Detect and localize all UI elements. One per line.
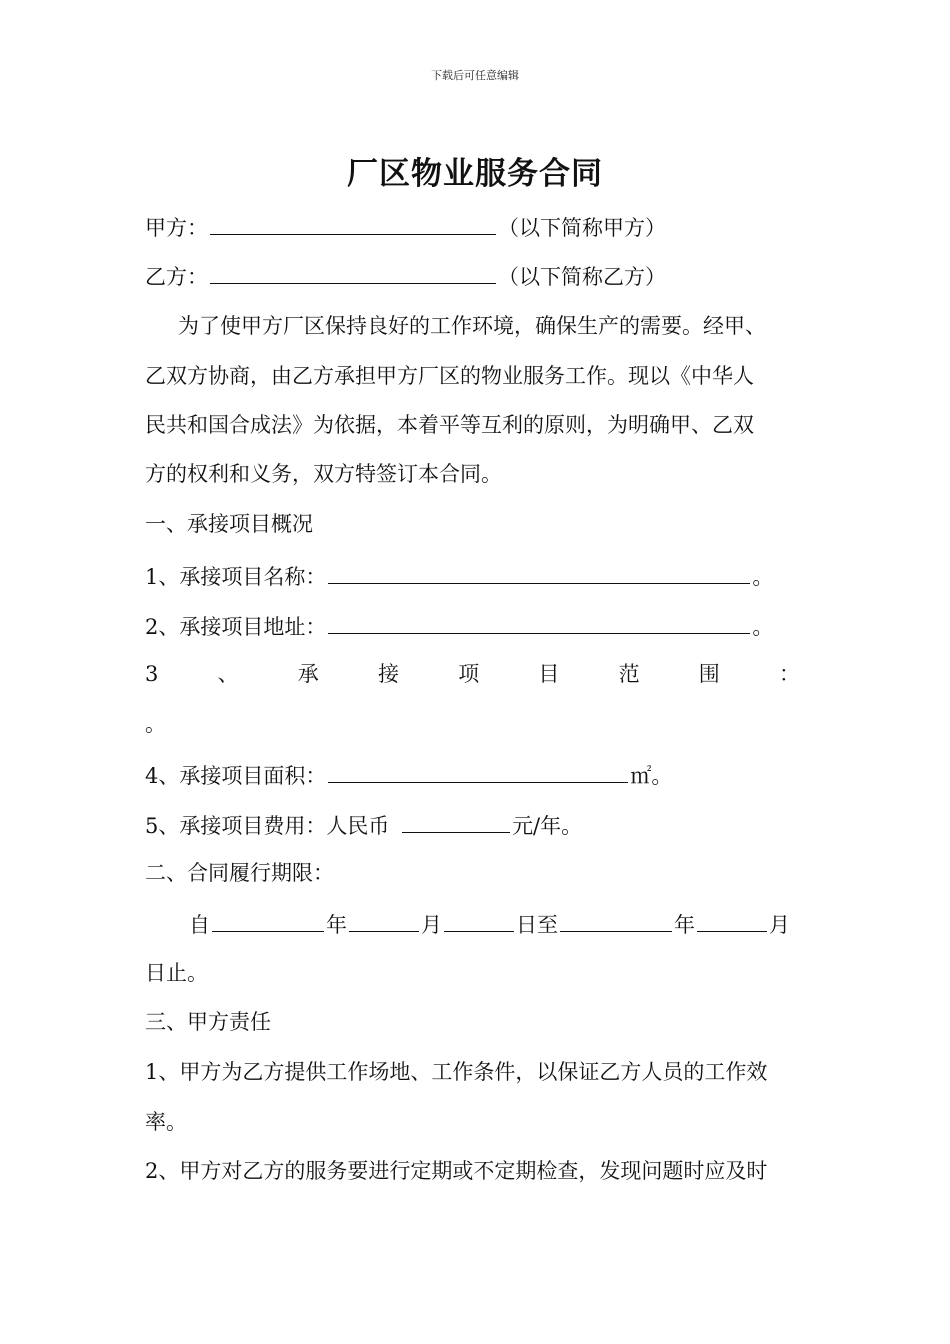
item4-line xyxy=(145,760,672,788)
party-a-blank[interactable] xyxy=(210,212,496,235)
page-header: 下载后可任意编辑 xyxy=(431,69,519,82)
section3-heading: 三、甲方责任 xyxy=(145,1010,271,1034)
intro-line-2: 乙双方协商，由乙方承担甲方厂区的物业服务工作。现以《中华人 xyxy=(145,364,754,388)
item3-char: 范 xyxy=(618,662,640,686)
party-b-label: 乙方： xyxy=(145,265,208,289)
section2-heading: 二、合同履行期限： xyxy=(145,861,334,885)
section3-item2-line1: 2、甲方对乙方的服务要进行定期或不定期检查，发现问题时应及时 xyxy=(145,1159,768,1183)
item5-blank[interactable] xyxy=(402,810,510,833)
item2-end: 。 xyxy=(752,615,774,639)
start-day-blank[interactable] xyxy=(444,909,514,932)
period-year: 年 xyxy=(326,913,347,937)
period-day-to: 日至 xyxy=(516,913,558,937)
item3-char: 、 xyxy=(217,662,239,686)
section3-item1-line2: 率。 xyxy=(145,1110,187,1134)
item3-char: 目 xyxy=(538,662,560,686)
item2-line xyxy=(145,611,773,639)
intro-line-3: 民共和国合成法》为依据，本着平等互利的原则，为明确甲、乙双 xyxy=(145,413,754,437)
period-end: 日止。 xyxy=(145,961,208,985)
item3-char: 项 xyxy=(458,662,480,686)
intro-line-4: 方的权利和义务，双方特签订本合同。 xyxy=(145,462,502,486)
item3-continuation: 。 xyxy=(145,712,166,736)
item5-unit: 元/年。 xyxy=(512,814,583,838)
party-a-suffix: （以下简称甲方） xyxy=(498,216,666,240)
item4-unit: ㎡。 xyxy=(630,764,673,788)
item3-char: 接 xyxy=(377,662,399,686)
party-a-line xyxy=(145,212,666,240)
period-month-2: 月 xyxy=(769,913,790,937)
period-from: 自 xyxy=(189,913,210,937)
item1-label: 1、承接项目名称： xyxy=(145,565,327,589)
item1-line xyxy=(145,561,773,589)
section1-heading: 一、承接项目概况 xyxy=(145,512,313,536)
item3-char: 围 xyxy=(698,662,720,686)
start-month-blank[interactable] xyxy=(349,909,419,932)
section3-item1-line1: 1、甲方为乙方提供工作场地、工作条件，以保证乙方人员的工作效 xyxy=(145,1060,768,1084)
period-month: 月 xyxy=(421,913,442,937)
item5-label: 5、承接项目费用：人民币 xyxy=(145,814,390,838)
item4-blank[interactable] xyxy=(328,760,628,783)
end-month-blank[interactable] xyxy=(697,909,767,932)
item3-char: ： xyxy=(779,662,800,686)
item3-line xyxy=(145,660,800,688)
item3-char: 承 xyxy=(297,662,319,686)
document-title: 厂区物业服务合同 xyxy=(347,156,603,192)
party-b-blank[interactable] xyxy=(210,261,496,284)
item5-line xyxy=(145,810,582,838)
item4-label: 4、承接项目面积： xyxy=(145,764,327,788)
item1-blank[interactable] xyxy=(328,561,750,584)
item1-end: 。 xyxy=(752,565,774,589)
party-b-suffix: （以下简称乙方） xyxy=(498,265,666,289)
item2-label: 2、承接项目地址： xyxy=(145,615,327,639)
end-year-blank[interactable] xyxy=(560,909,672,932)
item3-char: 3 xyxy=(145,662,159,686)
intro-line-1: 为了使甲方厂区保持良好的工作环境，确保生产的需要。经甲、 xyxy=(178,314,766,338)
item2-blank[interactable] xyxy=(328,611,750,634)
party-b-line xyxy=(145,261,666,289)
period-line xyxy=(189,909,790,937)
period-year-2: 年 xyxy=(674,913,695,937)
party-a-label: 甲方： xyxy=(145,216,208,240)
start-year-blank[interactable] xyxy=(212,909,324,932)
